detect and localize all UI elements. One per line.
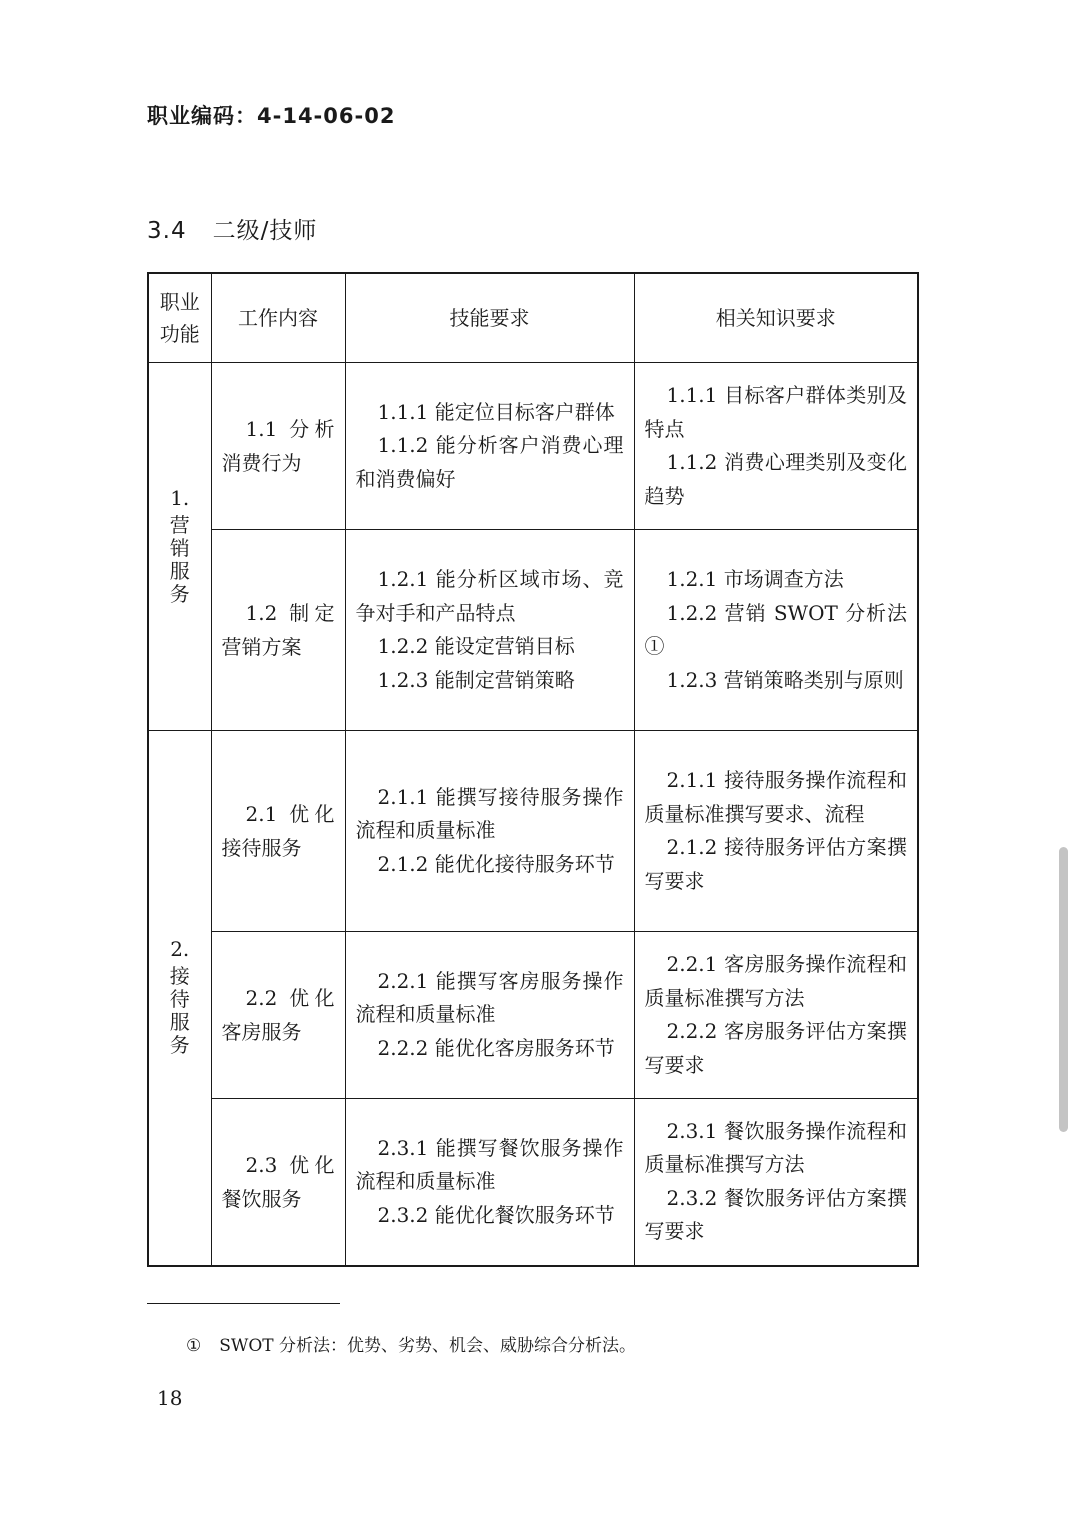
occupation-code-value: 4-14-06-02 — [257, 104, 396, 128]
occupation-code-line — [147, 100, 395, 130]
work-content-cell: 2.1 优化 接待服务 — [211, 731, 345, 932]
knowledge-cell: 1.2.1 市场调查方法 1.2.2 营销 SWOT 分析法① 1.2.3 营销策略类别与原则 — [634, 530, 918, 731]
section-number: 3.4 — [147, 218, 187, 244]
header-function: 职业 功能 — [148, 273, 211, 363]
skill-cell: 2.2.1 能撰写客房服务操作流程和质量标准 2.2.2 能优化客房服务环节 — [345, 932, 634, 1099]
work-content-cell: 1.1 分析 消费行为 — [211, 363, 345, 530]
skill-cell: 2.3.1 能撰写餐饮服务操作流程和质量标准 2.3.2 能优化餐饮服务环节 — [345, 1099, 634, 1266]
header-knowledge-requirements: 相关知识要求 — [634, 273, 918, 363]
skill-cell: 1.1.1 能定位目标客户群体 1.1.2 能分析客户消费心理和消费偏好 — [345, 363, 634, 530]
header-work-content: 工作内容 — [211, 273, 345, 363]
knowledge-cell: 1.1.1 目标客户群体类别及特点 1.1.2 消费心理类别及变化趋势 — [634, 363, 918, 530]
skill-requirements-table — [147, 272, 919, 1267]
function-cell-marketing: 1. 营 销 服 务 — [148, 363, 211, 731]
footnote-mark: ① — [186, 1336, 202, 1356]
knowledge-cell: 2.2.1 客房服务操作流程和质量标准撰写方法 2.2.2 客房服务评估方案撰写要求 — [634, 932, 918, 1099]
knowledge-cell: 2.1.1 接待服务操作流程和质量标准撰写要求、流程 2.1.2 接待服务评估方案撰写要求 — [634, 731, 918, 932]
occupation-code-label: 职业编码： — [147, 104, 257, 128]
function-cell-reception: 2. 接 待 服 务 — [148, 731, 211, 1266]
skill-cell: 1.2.1 能分析区域市场、竞争对手和产品特点 1.2.2 能设定营销目标 1.2.3 能制定营销策略 — [345, 530, 634, 731]
table-row — [148, 731, 918, 932]
section-title-text: 二级/技师 — [212, 218, 318, 244]
vertical-scrollbar[interactable] — [1059, 847, 1068, 1132]
table-row — [148, 363, 918, 530]
footnote — [186, 1331, 636, 1356]
table-header-row — [148, 273, 918, 363]
work-content-cell: 2.3 优化 餐饮服务 — [211, 1099, 345, 1266]
work-content-cell: 2.2 优化 客房服务 — [211, 932, 345, 1099]
work-content-cell: 1.2 制定 营销方案 — [211, 530, 345, 731]
skill-cell: 2.1.1 能撰写接待服务操作流程和质量标准 2.1.2 能优化接待服务环节 — [345, 731, 634, 932]
table-row — [148, 1099, 918, 1266]
table-row — [148, 932, 918, 1099]
section-title — [147, 212, 317, 245]
header-skill-requirements: 技能要求 — [345, 273, 634, 363]
table-row — [148, 530, 918, 731]
footnote-text: SWOT 分析法：优势、劣势、机会、威胁综合分析法。 — [219, 1336, 637, 1356]
knowledge-cell: 2.3.1 餐饮服务操作流程和质量标准撰写方法 2.3.2 餐饮服务评估方案撰写要求 — [634, 1099, 918, 1266]
page-number: 18 — [157, 1386, 183, 1410]
footnote-divider — [147, 1303, 340, 1304]
